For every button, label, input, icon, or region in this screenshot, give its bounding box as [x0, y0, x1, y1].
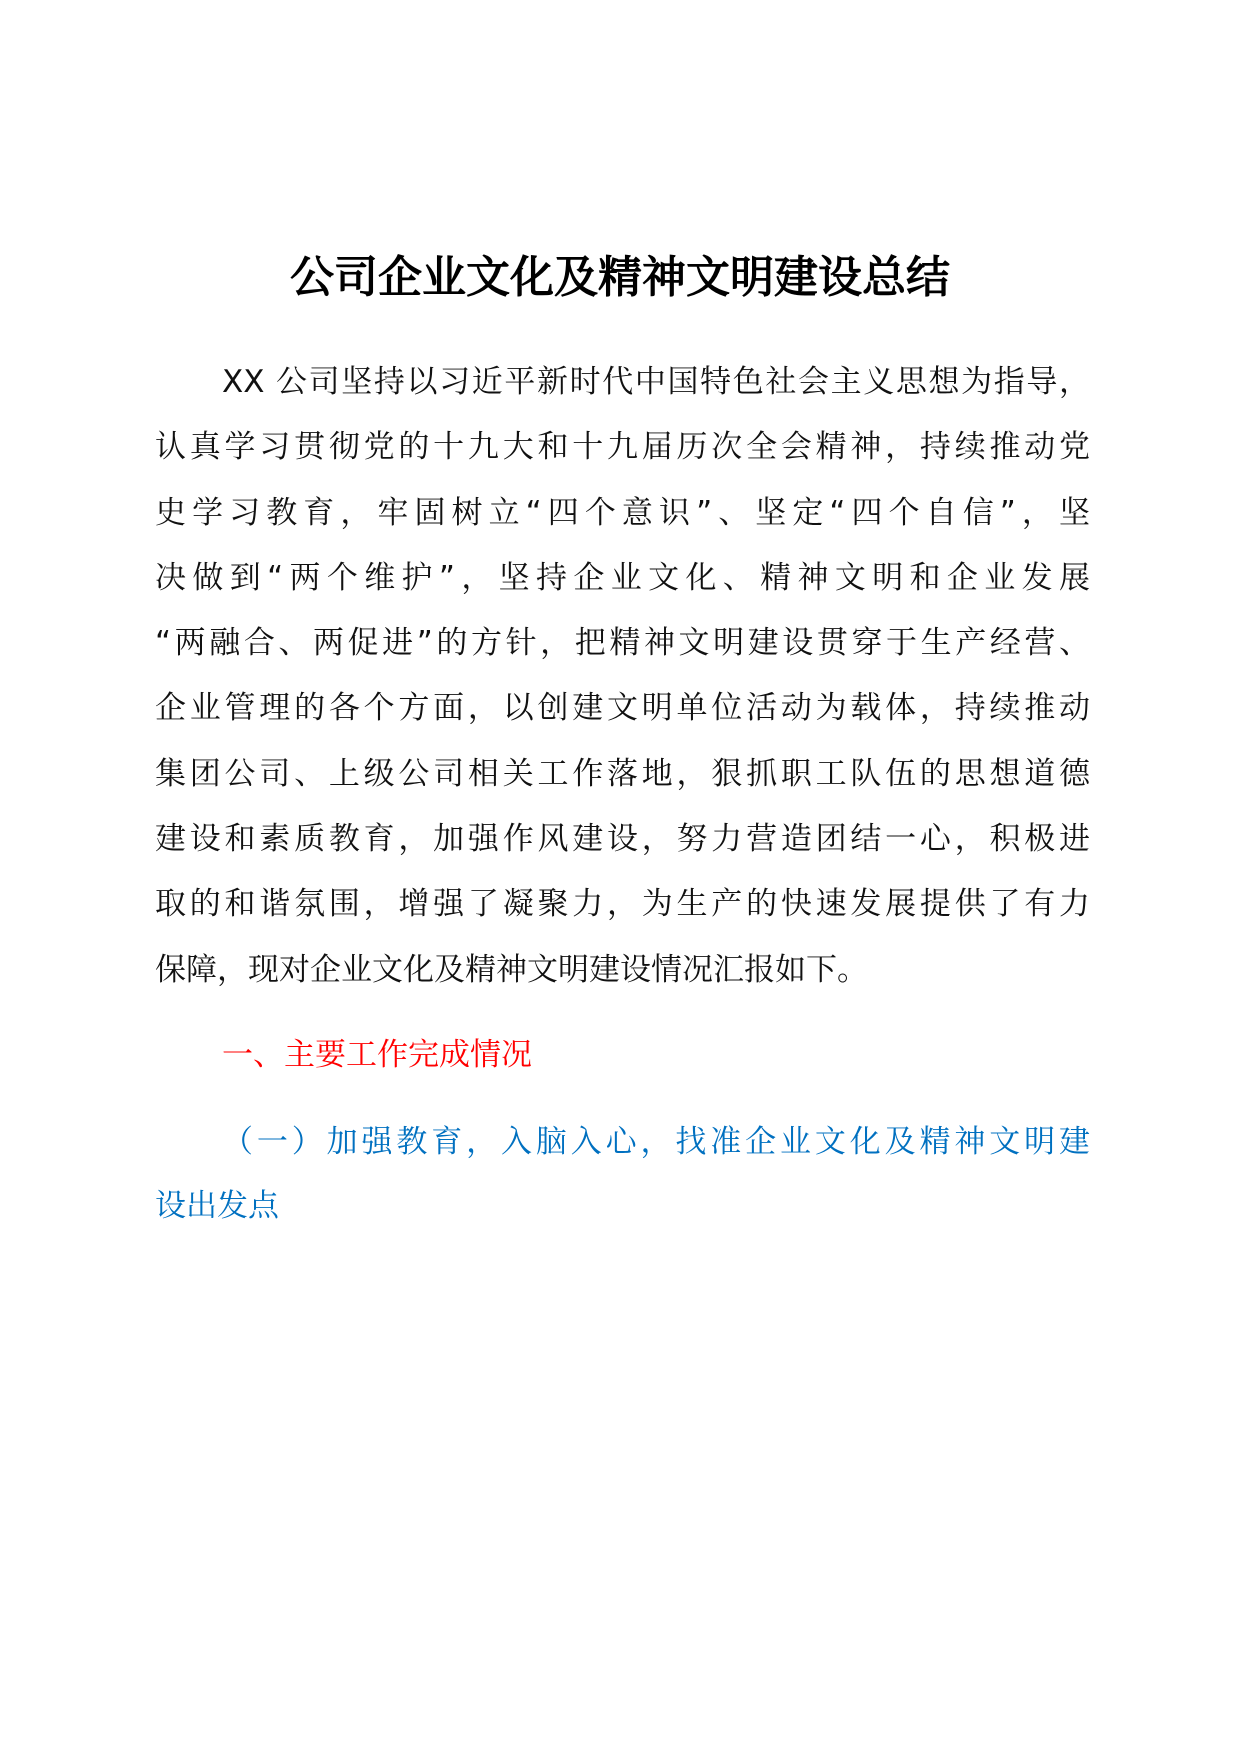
intro-paragraph — [155, 350, 1090, 1003]
paragraph-line: 取的和谐氛围，增强了凝聚力，为生产的快速发展提供了有力 — [155, 886, 1090, 923]
paragraph-line: 建设和素质教育，加强作风建设，努力营造团结一心，积极进 — [155, 821, 1090, 858]
paragraph-line: 集团公司、上级公司相关工作落地，狠抓职工队伍的思想道德 — [155, 755, 1090, 792]
document-title: 公司企业文化及精神文明建设总结 — [290, 252, 950, 303]
subsection-heading-line: （一）加强教育，入脑入心，找准企业文化及精神文明建 — [222, 1124, 1090, 1160]
paragraph-line: 决做到“两个维护”，坚持企业文化、精神文明和企业发展 — [155, 559, 1090, 596]
paragraph-line: 认真学习贯彻党的十九大和十九届历次全会精神，持续推动党 — [155, 429, 1090, 466]
paragraph-line: “两融合、两促进”的方针，把精神文明建设贯穿于生产经营、 — [155, 625, 1090, 662]
paragraph-line: 史学习教育，牢固树立“四个意识”、坚定“四个自信”，坚 — [155, 494, 1090, 531]
subsection-heading-line: 设出发点 — [155, 1188, 279, 1224]
paragraph-line: 保障，现对企业文化及精神文明建设情况汇报如下。 — [155, 951, 868, 988]
section-heading: 一、主要工作完成情况 — [222, 1037, 532, 1073]
paragraph-line: 企业管理的各个方面，以创建文明单位活动为载体，持续推动 — [155, 690, 1090, 727]
paragraph-line: XX 公司坚持以习近平新时代中国特色社会主义思想为指导， — [222, 364, 1090, 400]
subsection-heading — [155, 1110, 1090, 1238]
